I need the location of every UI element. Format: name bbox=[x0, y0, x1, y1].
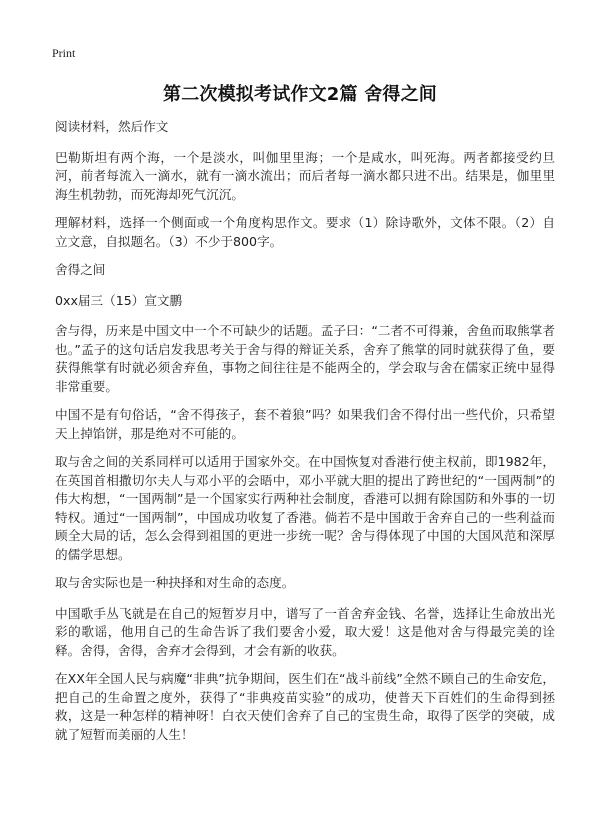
document-title: 第二次模拟考试作文2篇 舍得之间 bbox=[163, 84, 437, 105]
essay-paragraph: 取与舍实际也是一种抉择和对生命的态度。 bbox=[55, 575, 295, 590]
essay-title: 舍得之间 bbox=[55, 262, 106, 277]
material-paragraph: 巴勒斯坦有两个海，一个是淡水，叫伽里里海；一个是咸水，叫死海。两者都接受约旦河，前者每流入一滴水，就有一滴水流出；而后者每一滴水都只进不出。结果是，伽里里海生机勃勃，而死海却死气沉沉。 bbox=[55, 149, 555, 202]
essay-paragraph: 舍与得，历来是中国文中一个不可缺少的话题。孟子曰：“二者不可得兼，舍鱼而取熊掌者也。”孟子的这句话启发我思考关于舍与得的辩证关系，舍弃了熊掌的同时就获得了鱼，要获得熊掌有时就必须舍弃鱼，事物之间往往是不能两全的，学会取与舍在儒家正统中显得非常重要。 bbox=[55, 323, 555, 394]
print-label: Print bbox=[52, 46, 76, 60]
essay-paragraph: 中国不是有句俗话，“舍不得孩子，套不着狼”吗？如果我们舍不得付出一些代价，只希望天上掉馅饼，那是绝对不可能的。 bbox=[55, 407, 555, 441]
requirements-paragraph: 理解材料，选择一个侧面或一个角度构思作文。要求（1）除诗歌外，文体不限。（2）自立文意，自拟题名。（3）不少于800字。 bbox=[55, 215, 555, 249]
essay-paragraph: 中国歌手丛飞就是在自己的短暂岁月中，谱写了一首舍弃金钱、名誉，选择让生命放出光彩的歌谣，他用自己的生命告诉了我们要舍小爱，取大爱！这是他对舍与得最完美的诠释。舍得，舍得，舍弃才会得到，才会有新的收获。 bbox=[55, 605, 555, 658]
author-line: 0xx届三（15）宣文鹏 bbox=[55, 292, 183, 308]
essay-paragraph: 取与舍之间的关系同样可以适用于国家外交。在中国恢复对香港行使主权前，即1982年，在英国首相撒切尔夫人与邓小平的会晤中，邓小平就大胆的提出了跨世纪的“一国两制”的伟大构想，“一国两制”是一个国家实行两种社会制度，香港可以拥有除国防和外事的一切特权。通过“一国两制”，中国成功收复了香港。倘若不是中国敢于舍弃自己的一些利益而顾全大局的话，怎么会得到祖国的更进一步统一呢？舍与得体现了中国的大国风范和深厚的儒学思想。 bbox=[55, 454, 555, 562]
instruction-line: 阅读材料，然后作文 bbox=[55, 119, 169, 134]
document-body bbox=[55, 118, 555, 754]
essay-paragraph: 在XX年全国人民与病魔“非典”抗争期间，医生们在“战斗前线”全然不顾自己的生命安危，把自己的生命置之度外，获得了“非典疫苗实验”的成功，使普天下百姓们的生命得到拯救，这是一种怎样的精神呀！白衣天使们舍弃了自己的宝贵生命，取得了医学的突破，成就了短暂而美丽的人生！ bbox=[55, 671, 555, 742]
